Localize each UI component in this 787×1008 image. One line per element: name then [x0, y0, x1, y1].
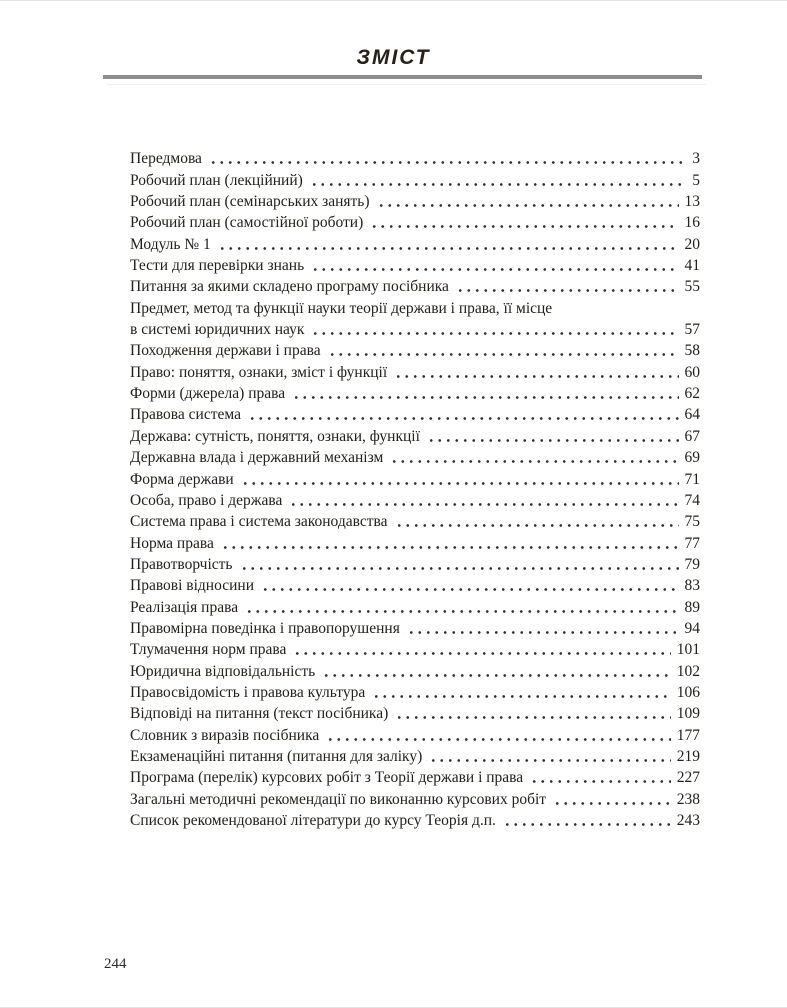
- toc-entry: [130, 446, 700, 467]
- toc-entry: [130, 531, 700, 552]
- toc-dot-leader: [237, 553, 679, 574]
- toc-dot-leader: [392, 510, 679, 531]
- toc-entry: [130, 190, 700, 211]
- toc-entry-label: Робочий план (самостійної роботи): [130, 214, 364, 232]
- toc-entry-page: 60: [684, 363, 700, 381]
- toc-dot-leader: [238, 467, 679, 488]
- toc-dot-leader: [369, 681, 671, 702]
- toc-entry: [130, 467, 700, 488]
- toc-dot-leader: [323, 723, 670, 744]
- toc-entry-label: Правосвідомість і правова культура: [130, 683, 366, 701]
- toc-dot-leader: [453, 275, 679, 296]
- toc-entry-label: Державна влада і державний механізм: [130, 449, 384, 467]
- toc-dot-leader: [290, 638, 670, 659]
- toc-entry-label: Норма права: [130, 534, 214, 552]
- toc-entry-page: 219: [676, 747, 700, 765]
- toc-dot-leader: [308, 254, 678, 275]
- toc-entry-label: Правомірна поведінка і правопорушення: [130, 619, 400, 637]
- toc-entry-label: Тлумачення норм права: [130, 641, 287, 659]
- toc-entry-page: 77: [684, 534, 700, 552]
- toc-entry-label: Реалізація права: [130, 598, 239, 616]
- toc-entry: [130, 766, 700, 787]
- toc-dot-leader: [550, 787, 671, 808]
- toc-entry-label: Правові відносини: [130, 577, 254, 595]
- title-divider-rule-shadow: [107, 84, 706, 85]
- toc-entry-page: 5: [692, 171, 700, 189]
- toc-entry-page: 62: [684, 385, 700, 403]
- toc-entry-label: Юридична відповідальність: [130, 662, 316, 680]
- toc-entry-page: 57: [684, 321, 700, 339]
- toc-entry-page: 177: [676, 726, 700, 744]
- toc-entry: [130, 489, 700, 510]
- toc-entry: [130, 318, 700, 339]
- toc-entry-page: 13: [684, 193, 700, 211]
- toc-entry-label: Словник з виразів посібника: [130, 726, 320, 744]
- toc-entry: [130, 147, 700, 168]
- toc-entry: [130, 424, 700, 445]
- title-divider-rule: [103, 75, 702, 79]
- toc-entry-page: 89: [684, 598, 700, 616]
- toc-entry-page: 83: [684, 577, 700, 595]
- toc-entry: [130, 638, 700, 659]
- toc-entry-page: 74: [684, 491, 700, 509]
- toc-dot-leader: [289, 382, 678, 403]
- toc-entry: [130, 809, 700, 830]
- page-top-edge: [0, 0, 787, 1]
- toc-dot-leader: [206, 147, 686, 168]
- toc-entry-label: Відповіді на питання (текст посібника): [130, 705, 389, 723]
- toc-entry-label: Особа, право і держава: [130, 491, 283, 509]
- toc-entry-page: 238: [676, 790, 700, 808]
- toc-dot-leader: [426, 745, 670, 766]
- toc-entry-page: 79: [684, 555, 700, 573]
- page-title: ЗМІСТ: [356, 46, 431, 69]
- toc-entry-label: Передмова: [130, 150, 202, 168]
- toc-entry-page: 20: [684, 235, 700, 253]
- toc-entry-label: в системі юридичних наук: [130, 321, 305, 339]
- toc-entry-page: 55: [684, 278, 700, 296]
- toc-entry: [130, 723, 700, 744]
- toc-entry-label: Система права і система законодавства: [130, 513, 388, 531]
- toc-entry-page: 64: [684, 406, 700, 424]
- toc-dot-leader: [392, 702, 670, 723]
- toc-dot-leader: [319, 659, 671, 680]
- toc-entry-label: Тести для перевірки знань: [130, 257, 305, 275]
- toc-entry-page: 3: [692, 150, 700, 168]
- toc-entry-page: 102: [676, 662, 700, 680]
- toc-entry-page: 67: [684, 427, 700, 445]
- toc-entry-page: 243: [676, 812, 700, 829]
- toc-dot-leader: [286, 489, 678, 510]
- toc-entry: [130, 360, 700, 381]
- toc-entry: [130, 681, 700, 702]
- toc-dot-leader: [527, 766, 671, 787]
- toc-dot-leader: [500, 809, 671, 830]
- toc-entry: [130, 382, 700, 403]
- toc-entry-page: 109: [676, 705, 700, 723]
- toc-entry-label: Форма держави: [130, 470, 234, 488]
- toc-entry: [130, 339, 700, 360]
- toc-entry: [130, 702, 700, 723]
- toc-entry: [130, 254, 700, 275]
- toc-entry-page: 75: [684, 513, 700, 531]
- toc-entry-page: 16: [684, 214, 700, 232]
- toc-entry: [130, 296, 700, 317]
- toc-entry-page: 106: [676, 683, 700, 701]
- toc-entry: [130, 510, 700, 531]
- toc-dot-leader: [245, 403, 679, 424]
- toc-entry-label: Предмет, метод та функції науки теорії держави і права, її місце: [130, 299, 553, 317]
- toc-dot-leader: [387, 446, 678, 467]
- toc-entry-page: 101: [676, 641, 700, 659]
- toc-entry-page: 58: [684, 342, 700, 360]
- footer-page-number: 244: [104, 956, 127, 972]
- toc-entry-page: 71: [684, 470, 700, 488]
- toc-entry: [130, 787, 700, 808]
- toc-entry-page: 69: [684, 449, 700, 467]
- toc-entry-label: Походження держави і права: [130, 342, 321, 360]
- toc-entry: [130, 275, 700, 296]
- toc-entry-label: Питання за якими складено програму посібника: [130, 278, 449, 296]
- toc-entry: [130, 745, 700, 766]
- toc-dot-leader: [258, 574, 679, 595]
- toc-entry-page: 41: [684, 257, 700, 275]
- toc-dot-leader: [325, 339, 679, 360]
- toc-entry-label: Робочий план (семінарських занять): [130, 193, 370, 211]
- toc-entry-label: Форми (джерела) права: [130, 385, 286, 403]
- toc-entry-label: Робочий план (лекційний): [130, 171, 303, 189]
- toc-entry-label: Право: поняття, ознаки, зміст і функції: [130, 363, 388, 381]
- toc-entry-label: Програма (перелік) курсових робіт з Теорії держави і права: [130, 769, 524, 787]
- toc-entry-label: Екзаменаційні питання (питання для заліку): [130, 747, 423, 765]
- toc-entry: [130, 403, 700, 424]
- toc-dot-leader: [218, 531, 679, 552]
- toc-entry-label: Держава: сутність, поняття, ознаки, функції: [130, 427, 420, 445]
- toc-dot-leader: [424, 424, 679, 445]
- toc-dot-leader: [307, 168, 686, 189]
- toc-entry: [130, 232, 700, 253]
- toc-dot-leader: [404, 617, 679, 638]
- toc-entry: [130, 211, 700, 232]
- toc-dot-leader: [242, 595, 678, 616]
- toc-dot-leader: [367, 211, 678, 232]
- toc-entry: [130, 168, 700, 189]
- toc-entry-label: Список рекомендованої літератури до курсу Теорія д.п.: [130, 812, 496, 829]
- toc-entry: [130, 553, 700, 574]
- table-of-contents: [130, 147, 700, 830]
- toc-entry-page: 94: [684, 619, 700, 637]
- toc-dot-leader: [374, 190, 679, 211]
- toc-dot-leader: [215, 232, 679, 253]
- toc-entry-page: 227: [676, 769, 700, 787]
- toc-dot-leader: [391, 360, 678, 381]
- toc-entry: [130, 659, 700, 680]
- toc-entry-label: Модуль № 1: [130, 235, 211, 253]
- toc-entry: [130, 617, 700, 638]
- toc-entry-label: Правотворчість: [130, 555, 233, 573]
- toc-dot-leader: [308, 318, 678, 339]
- toc-entry: [130, 595, 700, 616]
- toc-entry-label: Загальні методичні рекомендації по виконанню курсових робіт: [130, 790, 547, 808]
- toc-entry: [130, 574, 700, 595]
- toc-entry-label: Правова система: [130, 406, 241, 424]
